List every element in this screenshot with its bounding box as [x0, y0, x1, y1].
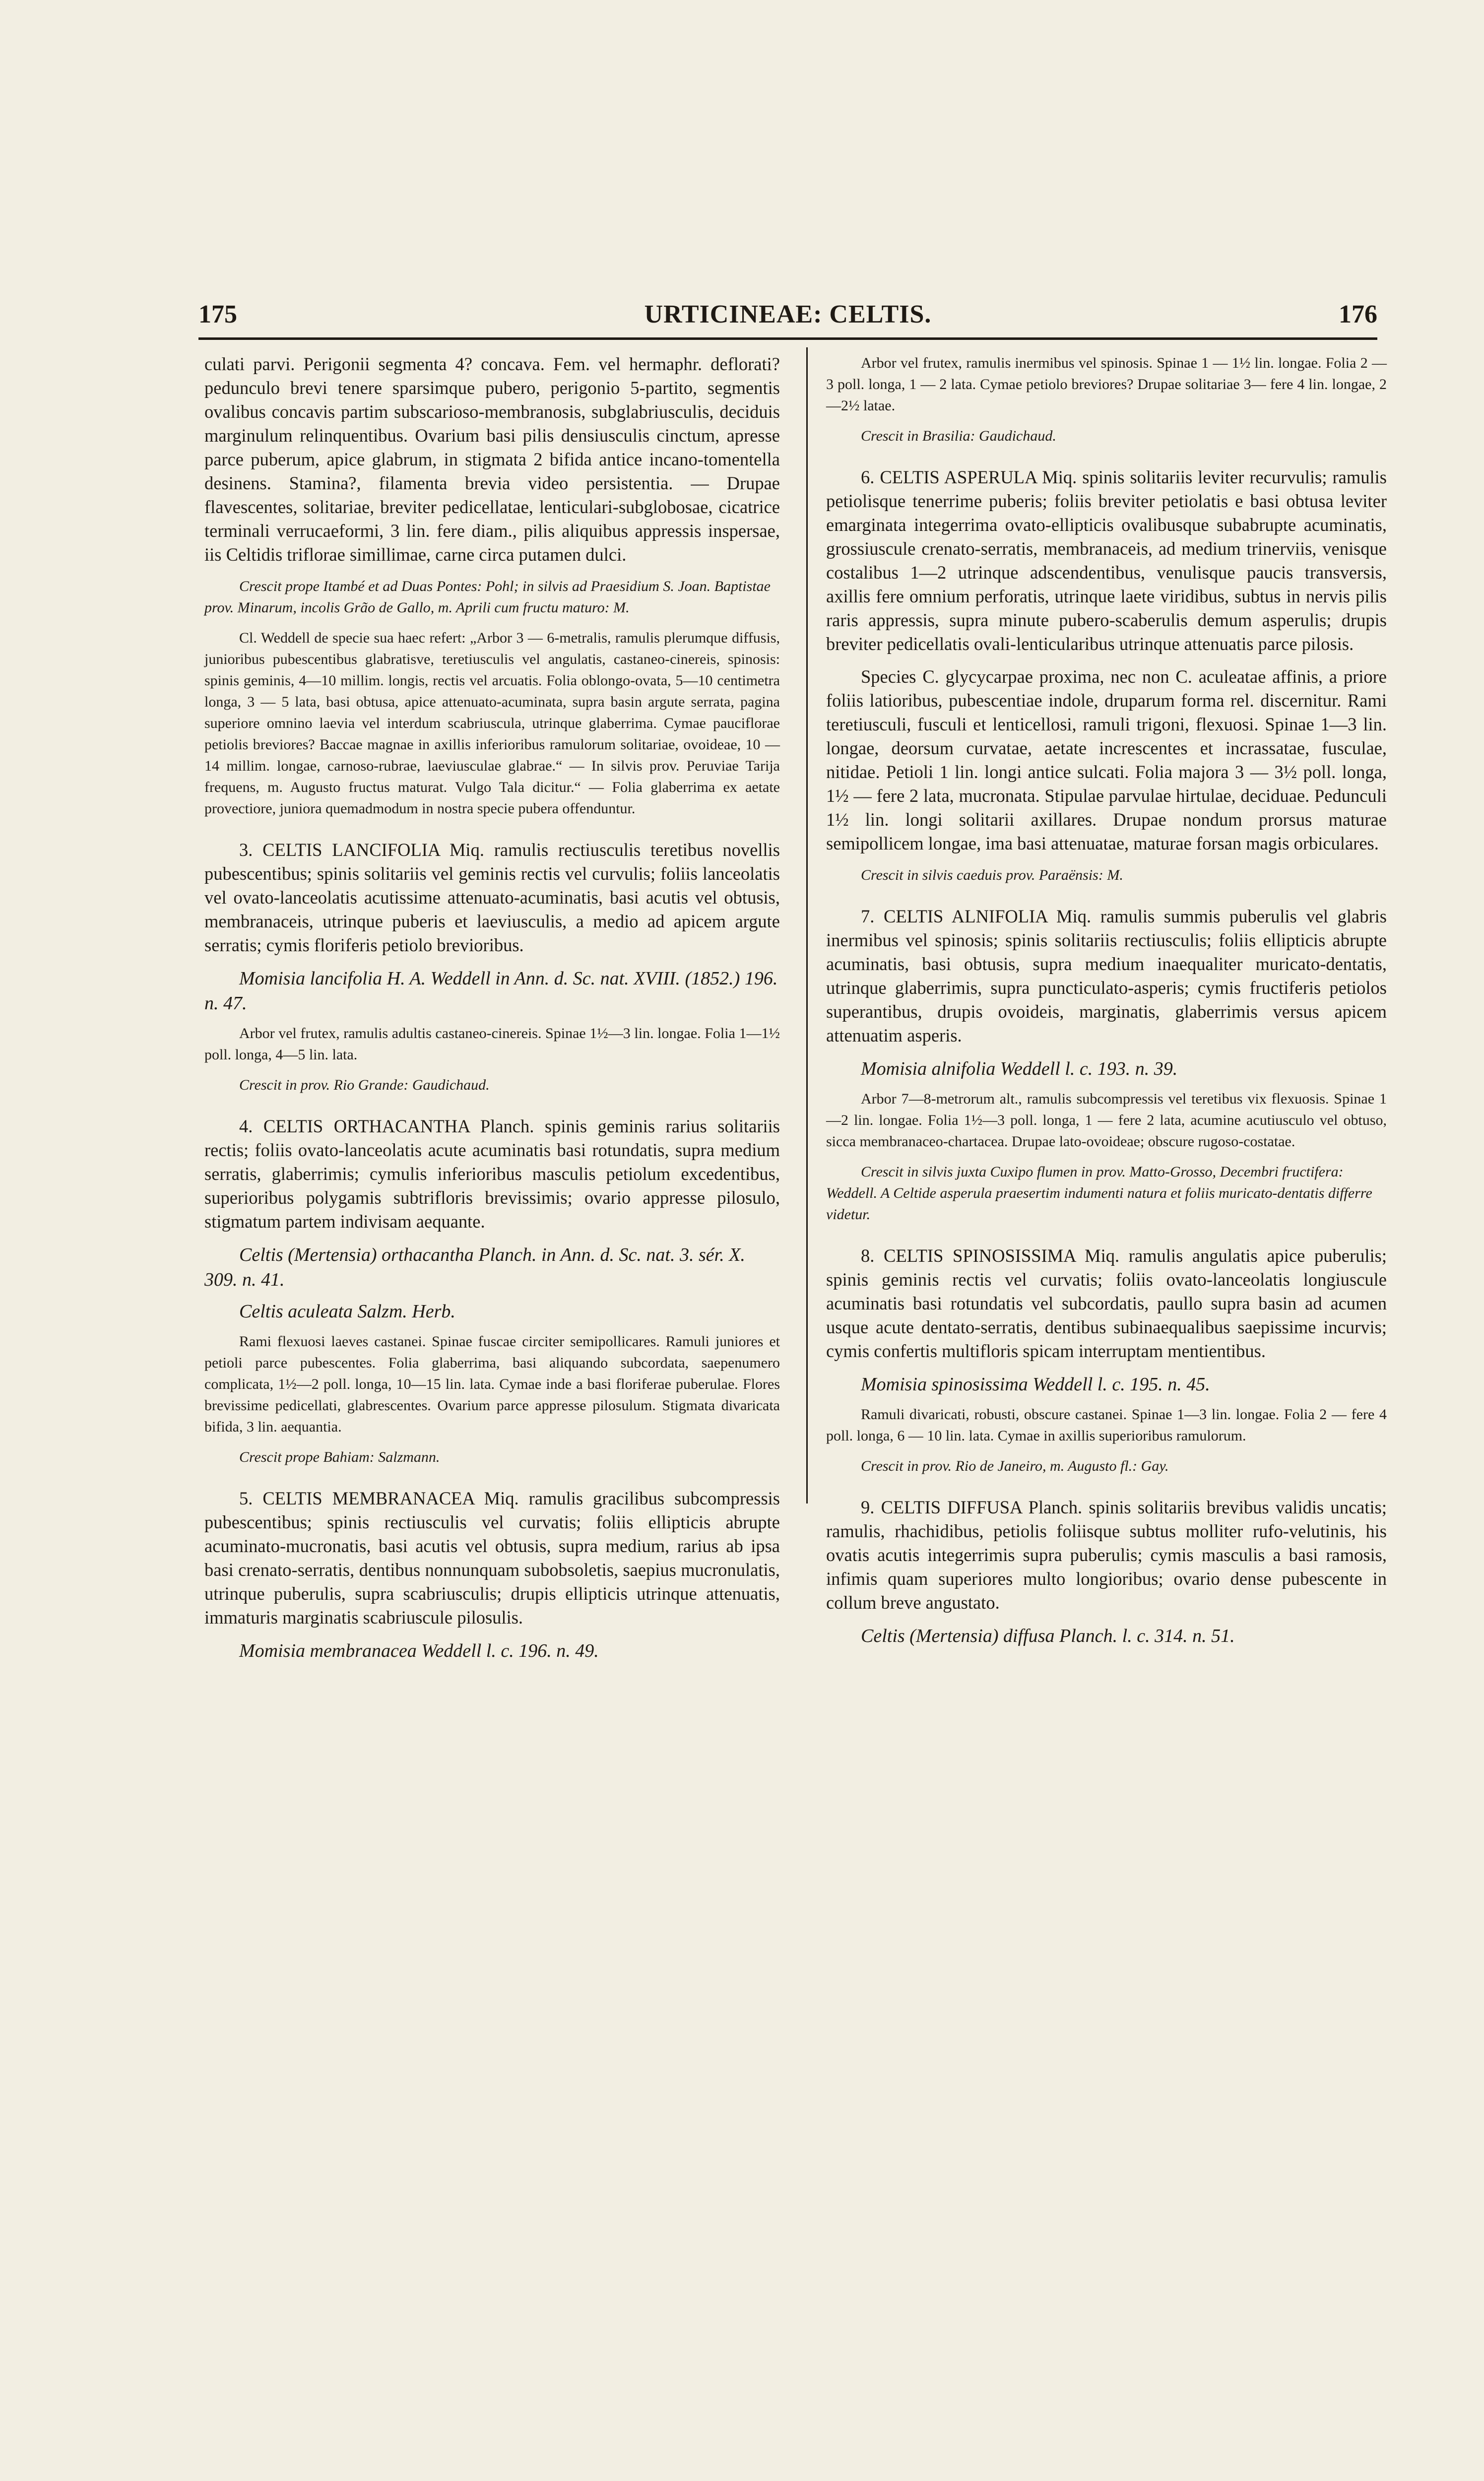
column-divider: [806, 347, 808, 1503]
species-8-diagnosis: 8. CELTIS SPINOSISSIMA Miq. ramulis angulatis apice puberulis; spinis geminis rectis vel curvatis; foliis ovato-lanceolatis longiuscule acuminatis basi rotundatis vel subcordatis, paullo supra basin ad acumen usque acute dentato-serratis, dentibus subinaequalibus saepissime incurvis; cymis confertis multifloris spicam interruptam mentientibus.: [826, 1245, 1387, 1361]
running-title: URTICINEAE: CELTIS.: [644, 300, 932, 328]
species-3-locality: Crescit in prov. Rio Grande: Gaudichaud.: [239, 1077, 490, 1093]
locality-note: Crescit prope Itambé et ad Duas Pontes: Pohl; in silvis ad Praesidium S. Joan. Baptistae prov. Minarum, incolis Grão de Gallo, m. Aprili cum fructu maturo: M.: [204, 578, 771, 616]
species-3-diagnosis: 3. CELTIS LANCIFOLIA Miq. ramulis rectiusculis teretibus novellis pubescentibus; spinis solitariis vel geminis rectis vel curvulis; foliis lanceolatis vel ovato-lanceolatis acutissime attenuato-acuminatis, basi acutis vel obtusis, membranaceis, utrinque puberis et laeviusculis, a medio ad apicem argute serratis; cymis floriferis petiolo brevioribus.: [204, 840, 780, 955]
species-6-locality: Crescit in silvis caeduis prov. Paraënsis: M.: [861, 867, 1123, 883]
page-number-left: 175: [198, 300, 237, 328]
header-rule: [198, 337, 1377, 340]
species-6-diagnosis: 6. CELTIS ASPERULA Miq. spinis solitariis leviter recurvulis; ramulis petiolisque tenerrime puberis; foliis breviter petiolatis e basi obtusa leviter emarginata integerrima ovato-ellipticis ovalibusque subabrupte acuminatis, grossiuscule crenato-serratis, membranaceis, ad medium trinerviis, venisque costalibus 1—2 utrinque adscendentibus, venulisque paucis transversis, axillis fere omnium perforatis, utrinque laete viridibus, subtus in nervis pilis raris appressis, supra minute pubero-scaberulis demum asperulis; drupis breviter pedicellatis ovali-lenticularibus utrinque attenuatis parce pilosis.: [826, 467, 1387, 654]
species-8-locality: Crescit in prov. Rio de Janeiro, m. Augusto fl.: Gay.: [861, 1458, 1169, 1474]
species-5-synonym: Momisia membranacea Weddell l. c. 196. n. 49.: [239, 1640, 599, 1661]
species-5-diagnosis: 5. CELTIS MEMBRANACEA Miq. ramulis gracilibus subcompressis pubescentibus; spinis rectiusculis vel curvatis; foliis ellipticis abrupte acuminato-mucronatis, basi acutis vel obtusis, supra medium, rarius ab ipsa basi crenato-serratis, dentibus nonnunquam subobsoletis, saepius mucronulatis, utrinque puberulis, supra scabriusculis; drupis ellipticis utrinque attenuatis, immaturis marginatis scabriuscule pilosulis.: [204, 1488, 780, 1628]
species-3-description: Arbor vel frutex, ramulis adultis castaneo-cinereis. Spinae 1½—3 lin. longae. Folia 1—1½ poll. longa, 4—5 lin. lata.: [204, 1025, 780, 1063]
species-4-synonym-1: Celtis (Mertensia) orthacantha Planch. in Ann. d. Sc. nat. 3. sér. X. 309. n. 41.: [204, 1244, 745, 1290]
species-3-synonym: Momisia lancifolia H. A. Weddell in Ann. d. Sc. nat. XVIII. (1852.) 196. n. 47.: [204, 968, 778, 1014]
species-8-description: Ramuli divaricati, robusti, obscure castanei. Spinae 1—3 lin. longae. Folia 2 — fere 4 poll. longa, 6 — 10 lin. lata. Cymae in axillis superioribus ramulorum.: [826, 1406, 1387, 1444]
species-6-discussion: Species C. glycycarpae proxima, nec non C. aculeatae affinis, a priore foliis latioribus, pubescentiae indole, druparum forma rel. discernitur. Rami teretiusculi, fusculi et lenticellosi, ramuli trigoni, flexuosi. Spinae 1—3 lin. longae, deorsum curvatae, aetate increscentes et incrassatae, fusculae, nitidae. Petioli 1 lin. longi antice sulcati. Folia majora 3 — 3½ poll. longa, 1½ — fere 2 lata, mucronata. Stipulae parvulae hirtulae, deciduae. Pedunculi 1½ lin. longi solitarii axillares. Drupae nondum prorsus maturae semipollicem longae, ima basi attenuatae, maturae forsan magis orbiculares.: [826, 666, 1387, 853]
species-4-description: Rami flexuosi laeves castanei. Spinae fuscae circiter semipollicares. Ramuli juniores et petioli parce pubescentes. Folia glaberrima, basi aliquando subcordata, saepenumero complicata, 1½—2 poll. longa, 10—15 lin. lata. Cymae inde a basi floriferae puberulae. Flores brevissime pedicellati, glabrescentes. Ovarium parce appresse pilosulum. Stigmata divaricata bifida, 3 lin. aequantia.: [204, 1333, 780, 1435]
running-header: [198, 292, 1377, 336]
page-number-right: 176: [1338, 300, 1377, 328]
weddell-note: Cl. Weddell de specie sua haec refert: „Arbor 3 — 6-metralis, ramulis plerumque diffusis, junioribus pubescentibus glabratisve, teretiusculis vel angulatis, castaneo-cinereis, spinosis: spinis geminis, 4—10 millim. longis, rectis vel arcuatis. Folia oblongo-ovata, 5—10 centimetra longa, 3 — 5 lata, basi obtusa, apice attenuato-acuminata, supra basin argute serrata, pagina superiore omnino laevia vel interdum scabriuscula, utrinque glaberrima. Cymae pauciflorae petiolis breviores? Baccae magnae in axillis inferioribus ramulorum solitariae, ovoideae, 10 — 14 millim. longae, carnoso-rubrae, laeviusculae glabrae.“ — In silvis prov. Peruviae Tarija frequens, m. Augusto fructus maturat. Vulgo Tala dicitur.“ — Folia glaberrima ex aetate provectiore, juniora quemadmodum in nostra specie pubera offenduntur.: [204, 630, 780, 817]
species-4-diagnosis: 4. CELTIS ORTHACANTHA Planch. spinis geminis rarius solitariis rectis; foliis ovato-lanceolatis acute acuminatis basi rotundatis, supra medium serratis, glaberrimis; cymulis inferioribus masculis petiolum excedentibus, superioribus polygamis subtrifloris brevissimis; ovario appresse pilosulo, stigmatum partem indivisam aequante.: [204, 1116, 780, 1232]
species-4-synonym-2: Celtis aculeata Salzm. Herb.: [239, 1301, 455, 1322]
continued-description: culati parvi. Perigonii segmenta 4? concava. Fem. vel hermaphr. deflorati? pedunculo brevi tenere sparsimque pubero, perigonio 5-partito, segmentis ovalibus concavis partim subscarioso-membranosis, subglabriusculis, deciduis marginulum relinquentibus. Ovarium basi pilis densiusculis cinctum, apresse parce puberum, apice glabrum, in stigmata 2 bifida antice incano-tomentella desinens. Stamina?, filamenta brevia video persistentia. — Drupae flavescentes, solitariae, breviter pedicellatae, lenticulari-subglobosae, cicatrice terminali verrucaeformi, 3 lin. fere diam., pilis aliquibus appressis inspersae, iis Celtidis triflorae simillimae, carne circa putamen dulci.: [204, 354, 780, 565]
species-8-synonym: Momisia spinosissima Weddell l. c. 195. n. 45.: [861, 1374, 1210, 1395]
right-column: [826, 352, 1387, 1655]
species-7-synonym: Momisia alnifolia Weddell l. c. 193. n. 39.: [861, 1058, 1178, 1079]
species-9-synonym: Celtis (Mertensia) diffusa Planch. l. c. 314. n. 51.: [861, 1626, 1235, 1646]
species-9-diagnosis: 9. CELTIS DIFFUSA Planch. spinis solitariis brevibus validis uncatis; ramulis, rhachidibus, petiolis foliisque subtus molliter rufo-velutinis, his ovatis acutis integerrimis supra puberulis; cymis masculis a basi ramosis, infimis quam superiores multo longioribus; ovario dense pubescente in collum breve angustato.: [826, 1497, 1387, 1613]
species-4-locality: Crescit prope Bahiam: Salzmann.: [239, 1449, 440, 1465]
species-7-diagnosis: 7. CELTIS ALNIFOLIA Miq. ramulis summis puberulis vel glabris inermibus vel spinosis; spinis solitariis rectiusculis; foliis ellipticis abrupte acuminatis, basi obtusis, supra medium inaequaliter muricato-dentatis, utrinque glaberrimis, supra puncticulato-asperis; cymis fructiferis petiolos superantibus, drupis ovoideis, marginatis, glaberrimis versus apicem attenuatim asperis.: [826, 906, 1387, 1045]
species-7-description: Arbor 7—8-metrorum alt., ramulis subcompressis vel teretibus vix flexuosis. Spinae 1—2 lin. longae. Folia 1½—3 poll. longa, 1 — fere 2 lata, acumine acutiusculo vel obtuso, sicca membranaceo-chartacea. Drupae lato-ovoideae; obscure rugoso-costatae.: [826, 1091, 1387, 1150]
species-5-locality: Crescit in Brasilia: Gaudichaud.: [861, 428, 1056, 444]
species-5-description: Arbor vel frutex, ramulis inermibus vel spinosis. Spinae 1 — 1½ lin. longae. Folia 2 — 3 poll. longa, 1 — 2 lata. Cymae petiolo breviores? Drupae solitariae 3— fere 4 lin. longae, 2—2½ latae.: [826, 355, 1387, 414]
left-column: [204, 352, 780, 1670]
species-7-locality: Crescit in silvis juxta Cuxipo flumen in prov. Matto-Grosso, Decembri fructifera: Weddell. A Celtide asperula praesertim indumenti natura et foliis muricato-dentatis differre videtur.: [826, 1164, 1372, 1223]
